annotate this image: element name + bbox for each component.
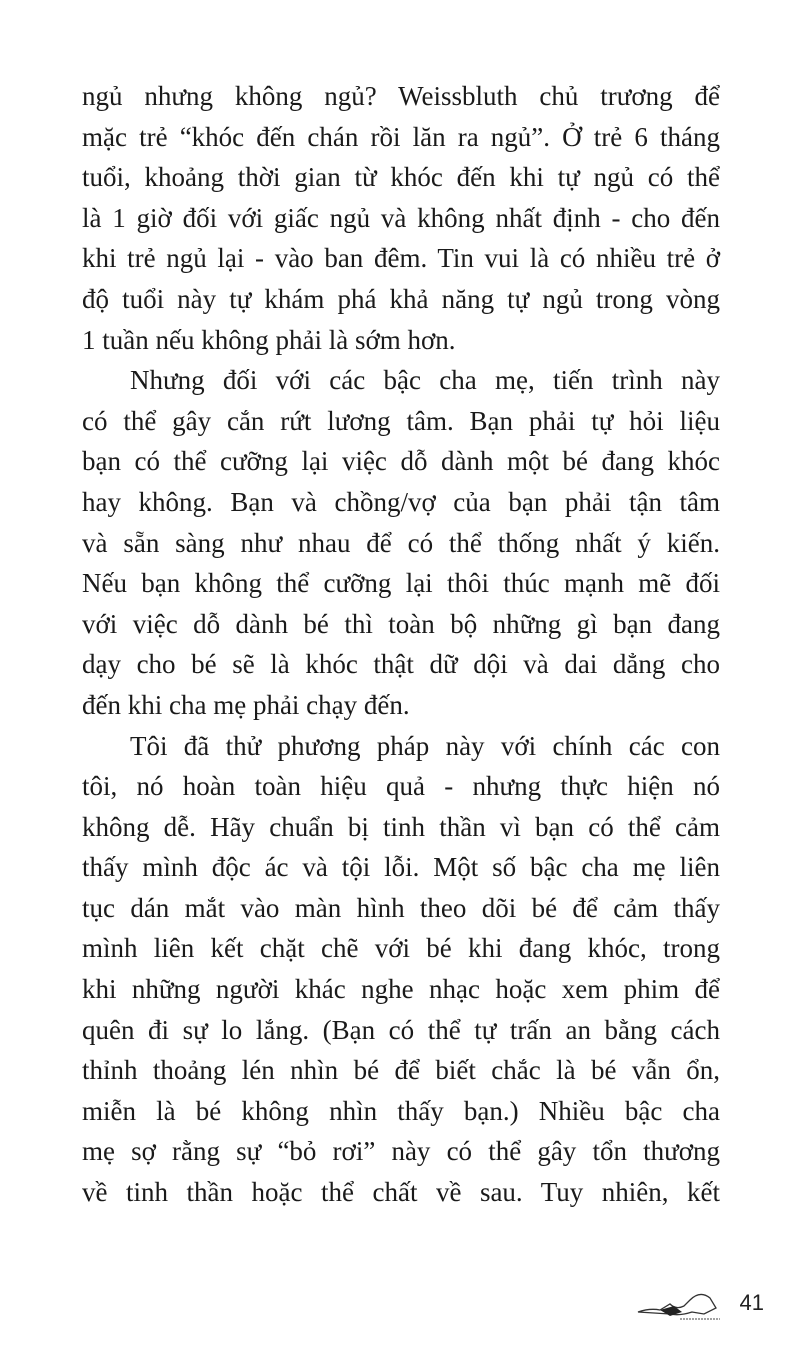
text-line: tôi, nó hoàn toàn hiệu quả - nhưng thực hiện nó [82,771,720,802]
text-line: có thể gây cắn rứt lương tâm. Bạn phải tự hỏi liệu [82,405,720,436]
text-line: Nếu bạn không thể cưỡng lại thôi thúc mạnh mẽ đối [82,568,720,599]
text-line: về tinh thần hoặc thể chất về sau. Tuy nhiên, kết [82,1177,720,1208]
text-line: thấy mình độc ác và tội lỗi. Một số bậc cha mẹ liên [82,852,720,883]
page-footer [630,1288,770,1324]
text-line: bạn có thể cưỡng lại việc dỗ dành một bé đang khóc [82,446,720,477]
page-body [82,76,720,1213]
text-line: tục dán mắt vào màn hình theo dõi bé để cảm thấy [82,892,720,923]
text-line: mình liên kết chặt chẽ với bé khi đang khóc, trong [82,933,720,964]
text-line: khi những người khác nghe nhạc hoặc xem phim để [82,974,720,1005]
text-line: quên đi sự lo lắng. (Bạn có thể tự trấn an bằng cách [82,1014,720,1045]
text-line: mẹ sợ rằng sự “bỏ rơi” này có thể gây tổn thương [82,1136,720,1167]
text-line: miễn là bé không nhìn thấy bạn.) Nhiều bậc cha [82,1095,720,1126]
text-line: với việc dỗ dành bé thì toàn bộ những gì bạn đang [82,608,720,639]
text-line: và sẵn sàng như nhau để có thể thống nhất ý kiến. [82,527,720,558]
text-line: khi trẻ ngủ lại - vào ban đêm. Tin vui là có nhiều trẻ ở [82,243,720,274]
text-line: đến khi cha mẹ phải chạy đến. [82,689,410,720]
text-line: là 1 giờ đối với giấc ngủ và không nhất định - cho đến [82,202,720,233]
ornament-icon [630,1288,720,1324]
text-line: Tôi đã thử phương pháp này với chính các con [130,730,720,761]
text-line: tuổi, khoảng thời gian từ khóc đến khi tự ngủ có thể [82,162,720,193]
text-line: không dễ. Hãy chuẩn bị tinh thần vì bạn có thể cảm [82,811,720,842]
text-line: ngủ nhưng không ngủ? Weissbluth chủ trương để [82,81,720,111]
page-number: 41 [739,1290,764,1315]
text-line: dạy cho bé sẽ là khóc thật dữ dội và dai dẳng cho [82,649,720,680]
text-line: độ tuổi này tự khám phá khả năng tự ngủ trong vòng [82,283,720,314]
text-line: mặc trẻ “khóc đến chán rồi lăn ra ngủ”. Ở trẻ 6 tháng [82,121,720,152]
text-line: 1 tuần nếu không phải là sớm hơn. [82,324,456,355]
text-line: Nhưng đối với các bậc cha mẹ, tiến trình này [130,365,720,396]
text-line: hay không. Bạn và chồng/vợ của bạn phải tận tâm [82,486,720,517]
text-line: thỉnh thoảng lén nhìn bé để biết chắc là bé vẫn ổn, [82,1055,720,1086]
